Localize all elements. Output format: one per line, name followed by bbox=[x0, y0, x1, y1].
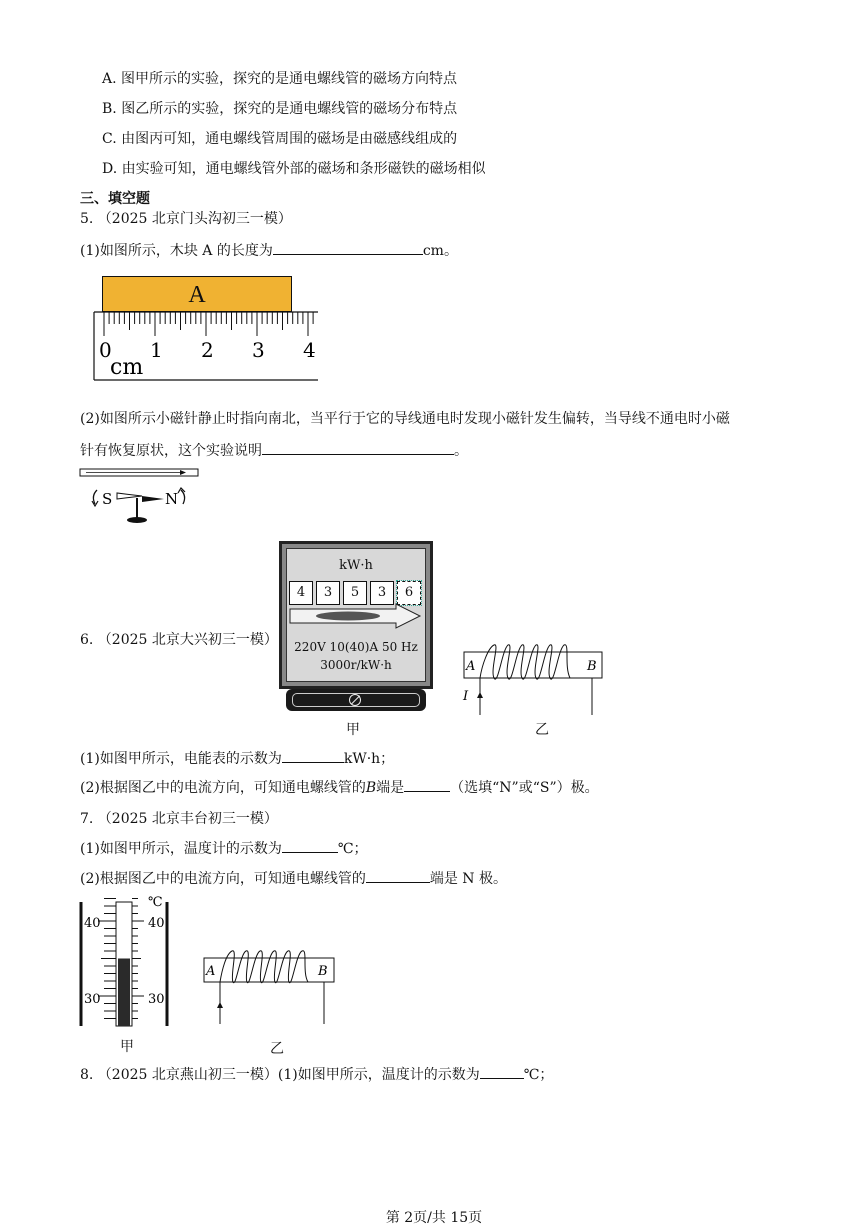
thermo-label-40-left: 40 bbox=[84, 916, 101, 931]
rotation-arrow-left-icon bbox=[93, 490, 97, 504]
ruler-figure bbox=[90, 272, 322, 384]
ruler-number: 3 bbox=[252, 338, 265, 362]
q7-part1-suffix: ℃； bbox=[337, 841, 368, 857]
q6-part2-prefix: (2)根据图乙中的电流方向，可知通电螺线管的 bbox=[80, 780, 366, 796]
q5-part2-line2 bbox=[80, 440, 468, 460]
meter-digit: 3 bbox=[316, 581, 340, 605]
ruler-number: 2 bbox=[201, 338, 214, 362]
q5-part2-prefix: 针有恢复原状，这个实验说明 bbox=[80, 443, 262, 459]
meter-arrow bbox=[288, 603, 428, 631]
meter-spec1: 220V 10(40)A 50 Hz bbox=[294, 640, 418, 654]
meter-digit: 3 bbox=[370, 581, 394, 605]
q5-part2-line1: (2)如图所示小磁针静止时指向南北，当平行于它的导线通电时发现小磁针发生偏转，当导线不通电时小磁 bbox=[80, 411, 730, 427]
needle-s-label: S bbox=[102, 490, 113, 508]
answer-blank bbox=[480, 1066, 524, 1079]
rotation-arrow-right-icon bbox=[181, 490, 185, 504]
q5-part2-suffix: 。 bbox=[454, 443, 468, 459]
meter-spec2: 3000r/kW·h bbox=[320, 658, 392, 672]
q6-source: 6. （2025 北京大兴初三一模） bbox=[80, 632, 278, 648]
option-a: A. 图甲所示的实验，探究的是通电螺线管的磁场方向特点 bbox=[102, 71, 458, 87]
meter-screw-icon bbox=[349, 694, 361, 706]
thermo-label-30-left: 30 bbox=[84, 992, 101, 1007]
answer-blank bbox=[282, 840, 338, 853]
q6-part1-suffix: kW·h； bbox=[343, 751, 395, 767]
current-arrow-up-icon bbox=[217, 1002, 223, 1008]
q6-part2-mid: 端是 bbox=[376, 780, 405, 796]
meter-digit-decimal: 6 bbox=[397, 581, 421, 605]
page-footer: 第 2页/共 15页 bbox=[385, 1210, 483, 1226]
option-c: C. 由图丙可知，通电螺线管周围的磁场是由磁感线组成的 bbox=[102, 131, 458, 147]
meter-unit: kW·h bbox=[339, 558, 373, 573]
q5-part1 bbox=[80, 240, 458, 260]
q8-line bbox=[80, 1064, 553, 1084]
energy-meter bbox=[279, 541, 433, 715]
block-label: A bbox=[188, 282, 206, 308]
q7-source: 7. （2025 北京丰台初三一模） bbox=[80, 811, 278, 827]
q6-part1 bbox=[80, 748, 394, 768]
q7-fig-jia-caption: 甲 bbox=[120, 1039, 134, 1055]
q6-solenoid bbox=[460, 640, 610, 716]
coil-b-label: B bbox=[587, 659, 597, 674]
section-heading: 三、填空题 bbox=[80, 191, 150, 207]
answer-blank bbox=[366, 870, 430, 883]
q6-part2-b: B bbox=[365, 780, 377, 796]
option-d: D. 由实验可知，通电螺线管外部的磁场和条形磁铁的磁场相似 bbox=[102, 161, 486, 177]
needle-n-label: N bbox=[165, 490, 179, 508]
current-label: I bbox=[463, 689, 469, 704]
q5-source: 5. （2025 北京门头沟初三一模） bbox=[80, 211, 292, 227]
compass-figure bbox=[80, 466, 210, 528]
mercury-column bbox=[118, 959, 130, 1027]
q6-part2 bbox=[80, 777, 599, 797]
coil-a-label: A bbox=[206, 964, 216, 979]
q8-prefix: 8. （2025 北京燕山初三一模）(1)如图甲所示，温度计的示数为 bbox=[80, 1067, 480, 1083]
answer-blank bbox=[273, 242, 423, 255]
q6-fig-yi-caption: 乙 bbox=[535, 722, 549, 738]
ruler-number: 1 bbox=[150, 338, 163, 362]
q7-part1 bbox=[80, 838, 368, 858]
thermometer bbox=[78, 896, 178, 1028]
q7-part2-prefix: (2)根据图乙中的电流方向，可知通电螺线管的 bbox=[80, 871, 366, 887]
answer-blank bbox=[404, 779, 450, 792]
q7-part2 bbox=[80, 868, 507, 888]
ruler-scale bbox=[90, 272, 322, 384]
current-arrow-up-icon bbox=[477, 692, 483, 698]
q8-suffix: ℃； bbox=[523, 1067, 554, 1083]
q7-part1-prefix: (1)如图甲所示，温度计的示数为 bbox=[80, 841, 282, 857]
thermo-unit: ℃ bbox=[148, 895, 163, 910]
ruler-number: 4 bbox=[303, 338, 316, 362]
q5-part1-suffix: cm。 bbox=[422, 243, 458, 259]
needle bbox=[117, 493, 142, 499]
ruler-number: 0 bbox=[99, 338, 112, 362]
answer-blank bbox=[262, 442, 454, 455]
q6-part2-suffix: （选填“N”或“S”）极。 bbox=[450, 780, 599, 796]
q6-fig-jia-caption: 甲 bbox=[346, 722, 360, 738]
q5-part1-prefix: (1)如图所示，木块 A 的长度为 bbox=[80, 243, 273, 259]
answer-blank bbox=[282, 750, 344, 763]
coil-a-label: A bbox=[466, 659, 476, 674]
meter-digit: 5 bbox=[343, 581, 367, 605]
q7-fig-yi-caption: 乙 bbox=[270, 1041, 284, 1057]
q7-part2-suffix: 端是 N 极。 bbox=[429, 871, 507, 887]
thermo-label-40-right: 40 bbox=[148, 916, 165, 931]
meter-digit: 4 bbox=[289, 581, 313, 605]
option-b: B. 图乙所示的实验，探究的是通电螺线管的磁场分布特点 bbox=[102, 101, 458, 117]
q6-part1-prefix: (1)如图甲所示，电能表的示数为 bbox=[80, 751, 282, 767]
q7-solenoid bbox=[200, 946, 340, 1026]
thermo-label-30-right: 30 bbox=[148, 992, 165, 1007]
ruler-unit: cm bbox=[110, 355, 144, 380]
coil-b-label: B bbox=[318, 964, 328, 979]
